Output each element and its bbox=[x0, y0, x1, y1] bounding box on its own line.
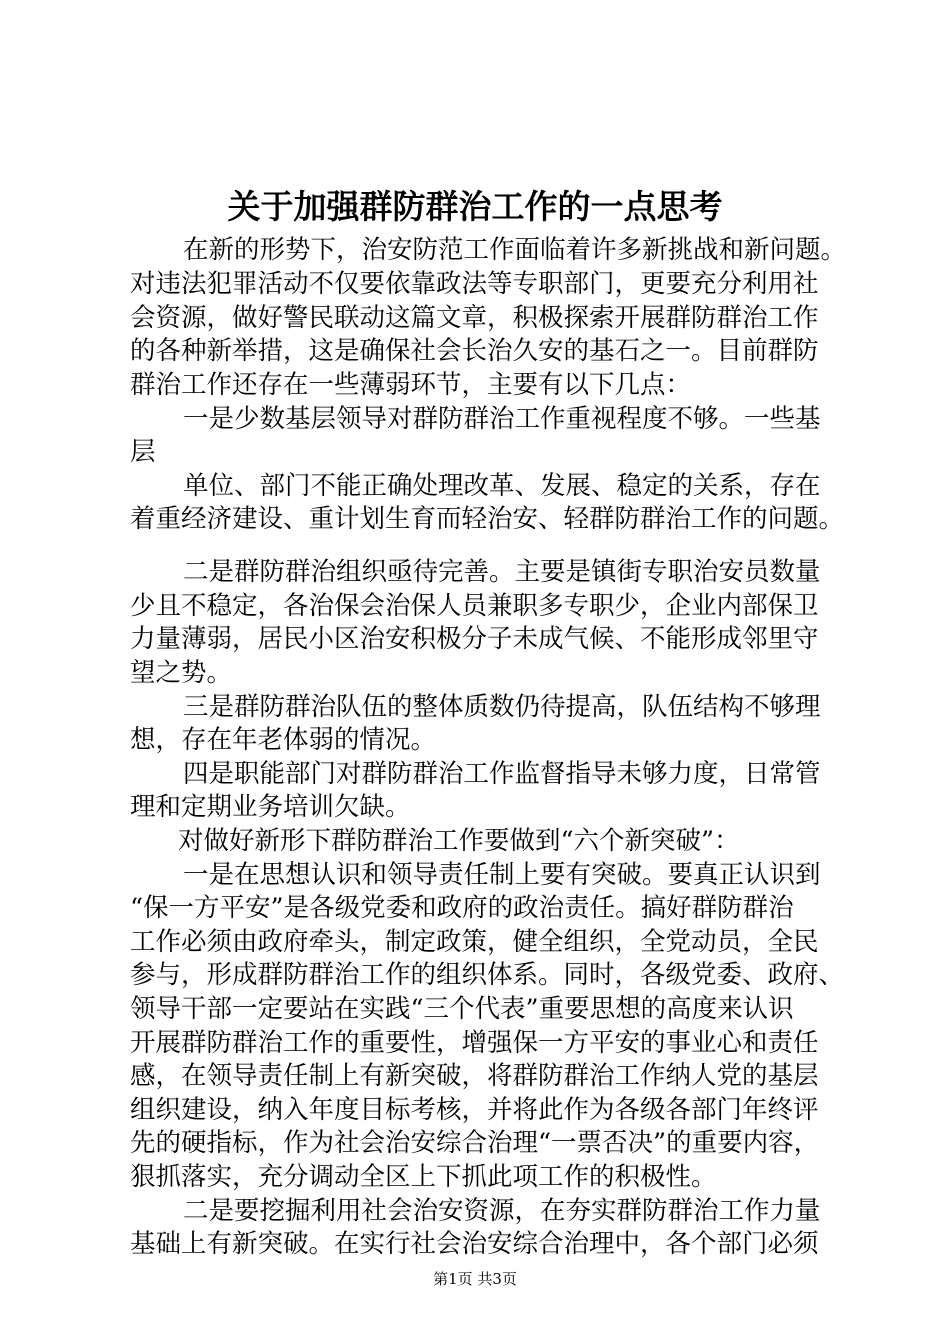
document-title: 关于加强群防群治工作的一点思考 bbox=[227, 187, 723, 226]
text-line: 工作必须由政府牵头，制定政策，健全组织，全党动员，全民 bbox=[130, 927, 819, 957]
text-line: 参与，形成群防群治工作的组织体系。同时，各级党委、政府、 bbox=[130, 960, 845, 990]
page-footer: 第1页 共3页 bbox=[433, 1270, 517, 1288]
text-line: 三是群防群治队伍的整体质数仍待提高，队伍结构不够理 bbox=[183, 692, 821, 722]
text-line: 在新的形势下，治安防范工作面临着许多新挑战和新问题。 bbox=[183, 235, 847, 265]
text-line: 群治工作还存在一些薄弱环节，主要有以下几点： bbox=[130, 370, 692, 400]
text-line: 狠抓落实，充分调动全区上下抓此项工作的积极性。 bbox=[130, 1162, 717, 1192]
text-line: 少且不稳定，各治保会治保人员兼职多专职少，企业内部保卫 bbox=[130, 591, 819, 621]
text-line: 一是少数基层领导对群防群治工作重视程度不够。一些基 bbox=[183, 404, 821, 434]
text-line: 开展群防群治工作的重要性，增强保一方平安的事业心和责任 bbox=[130, 1028, 819, 1058]
text-line: 领导干部一定要站在实践“三个代表”重要思想的高度来认识 bbox=[130, 994, 794, 1024]
text-line: 感，在领导责任制上有新突破，将群防群治工作纳人党的基层 bbox=[130, 1061, 819, 1091]
text-line: 组织建设，纳入年度目标考核，并将此作为各级各部门年终评 bbox=[130, 1095, 819, 1125]
text-line: 着重经济建设、重计划生育而轻治安、轻群防群治工作的问题。 bbox=[130, 504, 845, 534]
text-line: 二是群防群治组织亟待完善。主要是镇街专职治安员数量 bbox=[183, 557, 821, 587]
text-line: 想，存在年老体弱的情况。 bbox=[130, 725, 437, 755]
text-line: 四是职能部门对群防群治工作监督指导未够力度，日常管 bbox=[183, 759, 821, 789]
text-line: 理和定期业务培训欠缺。 bbox=[130, 792, 411, 822]
text-line: 单位、部门不能正确处理改革、发展、稳定的关系，存在 bbox=[183, 471, 821, 501]
text-line: 层 bbox=[130, 437, 156, 467]
text-line: 二是要挖掘利用社会治安资源，在夯实群防群治工作力量 bbox=[183, 1196, 821, 1226]
text-line: 对违法犯罪活动不仅要依靠政法等专职部门，更要充分利用社 bbox=[130, 269, 819, 299]
text-line: “保一方平安”是各级党委和政府的政治责任。搞好群防群治 bbox=[130, 893, 794, 923]
text-line: 会资源，做好警民联动这篇文章，积极探索开展群防群治工作 bbox=[130, 303, 819, 333]
text-line: 望之势。 bbox=[130, 658, 233, 688]
text-line: 基础上有新突破。在实行社会治安综合治理中，各个部门必须 bbox=[130, 1229, 819, 1259]
text-line: 力量薄弱，居民小区治安积极分子未成气候、不能形成邻里守 bbox=[130, 624, 819, 654]
text-line: 先的硬指标，作为社会治安综合治理“一票否决”的重要内容， bbox=[130, 1128, 820, 1158]
text-line: 对做好新形下群防群治工作要做到“六个新突破”： bbox=[178, 826, 740, 856]
text-line: 的各种新举措，这是确保社会长治久安的基石之一。目前群防 bbox=[130, 336, 819, 366]
text-line: 一是在思想认识和领导责任制上要有突破。要真正认识到 bbox=[183, 860, 821, 890]
